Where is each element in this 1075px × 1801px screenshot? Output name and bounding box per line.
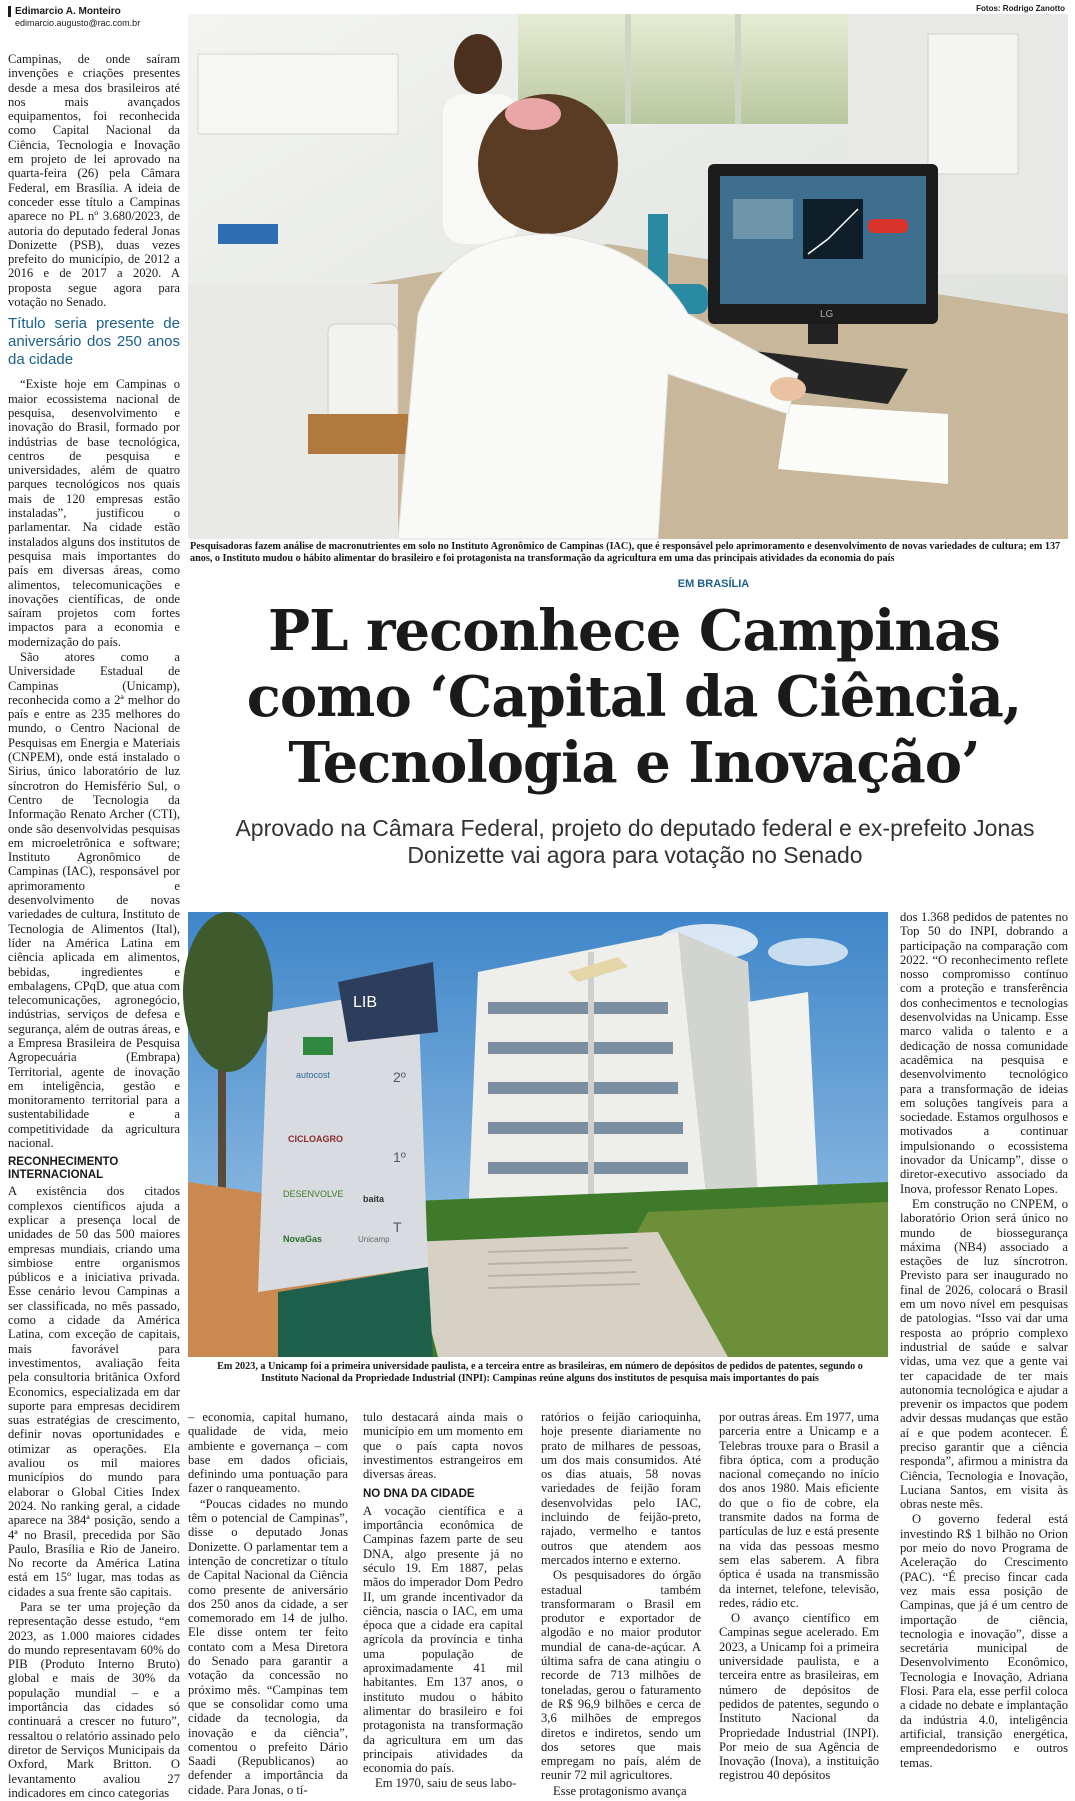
paragraph: A vocação científica e a importância econômica de Campinas fazem parte de seu DNA, algo presente já no século 19. Em 1887, pelas mãos do imperador Dom Pedro II, um grande incentivador da ciência, nascia o IAC, em uma época que a cidade era capital agrícola da província e tinha uma população de aproximadamente 41 mil habitantes. Em 137 anos, o instituto mudou o hábito alimentar do brasileiro e foi protagonista na transformação da agricultura em um das principais atividades da economia do país. [363,1503,523,1776]
paragraph: Campinas, de onde saíram invenções e criações presentes desde a mesa dos brasileiros até nos mais avançados equipamentos, foi reconhecida como Capital Nacional da Ciência, Tecnologia e Inovação em projeto de lei aprovado na quarta-feira (26) pela Câmara Federal, em Brasília. A ideia de conceder esse título a Campinas aparece no PL nº 3.680/2023, de autoria do deputado federal Jonas Donizette (PSB), duas vezes prefeito do município, de 2012 a 2016 e de 2017 a 2020. A proposta segue agora para votação no Senado. [8,52,180,310]
paragraph: “Poucas cidades no mundo têm o potencial de Campinas”, disse o deputado Jonas Donizette. O parlamentar tem a intenção de concretizar o título de Capital Nacional da Ciência como presente de aniversário dos 250 anos da cidade, a ser comemorado em 14 de julho. Ele disse ontem ter feito contato com a Mesa Diretora do Senado para garantir a votação da concessão no próximo mês. “Campinas tem que se consolidar como uma cidade da tecnologia, da inovação e da ciência”, comentou o prefeito Dário Saadi (Republicanos) ao defender a importância da cidade. Para Jonas, o tí- [188,1496,348,1797]
paragraph: Em construção no CNPEM, o laboratório Orion será único no mundo de biossegurança máxima (NB4) associado a estações de luz síncrotron. Previsto para ser inaugurado no final de 2026, colocará o Brasil em um novo nível em pesquisas de patologias. “Isso vai dar uma resposta ao próprio complexo industrial de saúde e salvar vidas, uma vez que a gente vai ter capacidade de ter mais autonomia tecnológica e ajudar a prevenir os impactos que podem advir dessas mudanças que estão aí e que podem acontecer. É preciso garantir que a ciência responda”, afirmou a ministra da Ciência, Tecnologia e Inovação, Luciana Santos, em visita às obras neste mês. [900,1196,1068,1512]
paragraph: dos 1.368 pedidos de patentes no Top 50 do INPI, dobrando a participação na comparação com 2022. “O reconhecimento reflete nosso compromisso contínuo com a proteção e transferência dos conhecimentos e tecnologias desenvolvidas na Unicamp. Esse marco valida o talento e a dedicação de nossa comunidade acadêmica na pesquisa e desenvolvimento tecnológico para a transformação de ideias em soluções tangíveis para a sociedade. Estamos orgulhosos e motivados a continuar impulsionando o ecossistema inovador da Unicamp”, disse o diretor-executivo associado da Inova, professor Renato Lopes. [900,910,1068,1196]
article-column-a [188,1410,348,1798]
sign-title: LIB [353,994,378,1011]
sign-logo: CICLOAGRO [288,1134,343,1144]
section-heading: RECONHECIMENTO INTERNACIONAL [8,1156,119,1182]
headline: PL reconhece Campinas como ‘Capital da Ciência, Tecnologia e Inovação’ [246,598,1022,796]
deck-subtitle: Aprovado na Câmara Federal, projeto do deputado federal e ex-prefeito Jonas Donizette vai agora para votação no Senado [235,815,1035,868]
paragraph: Os pesquisadores do órgão estadual também transformaram o Brasil em produtor e exportador de algodão e no maior produtor mundial de cana-de-açúcar. A última safra de cana atingiu o recorde de 713 milhões de toneladas, gerou o faturamento de R$ 96,9 bilhões e cerca de 3,6 milhões de empregos diretos e indiretos, sendo um dos setores que mais empregam no país, além de reunir 72 mil agricultores. [541,1568,701,1783]
photo-credit: Fotos: Rodrigo Zanotto [976,4,1065,13]
sign-logo: baita [363,1194,385,1204]
right-article-column [900,910,1068,1771]
sign-logo: Unicamp [358,1235,390,1244]
sign-logo: autocost [296,1070,331,1080]
article-column-c [541,1410,701,1799]
byline-author: Edimarcio A. Monteiro [8,6,121,17]
article-column-b [363,1410,523,1792]
article-column-d [719,1410,879,1784]
paragraph: ratórios o feijão carioquinha, hoje presente diariamente no prato de milhares de pessoas, um dos mais consumidos. Até os dias atuais, 58 novas variedades de feijão foram desenvolvidas pelo IAC, incluindo de feijão-preto, rajado, vermelho e tantos outros que atendem aos mercados interno e externo. [541,1410,701,1567]
paragraph: por outras áreas. Em 1977, uma parceria entre a Unicamp e a Telebras trouxe para o Brasil a fibra óptica, com a produção nacional começando no início dos anos 1980. Mais eficiente do que o fio de cobre, ela transmite dados na forma de partículas de luz e está presente na vida das pessoas mesmo sem elas saberem. A fibra óptica é usada na transmissão da internet, telefone, televisão, redes, rádio etc. [719,1410,879,1610]
paragraph: São atores como a Universidade Estadual de Campinas (Unicamp), reconhecida como a 2ª melhor do país e entre as 235 melhores do mundo, o Centro Nacional de Pesquisas em Energia e Materiais (CNPEM), onde está instalado o Sirius, único laboratório de luz síncrotron do Hemisfério Sul, o Centro de Tecnologia da Informação Renato Archer (CTI), onde são desenvolvidas pesquisas em microeletrônica e software; Instituto Agronômico de Campinas (IAC), responsável por aprimoramento e desenvolvimento de novas variedades de cultura, Instituto de Tecnologia de Alimentos (Ital), líder na América Latina em ciência aplicada em alimentos, bebidas, ingredientes e embalagens, CPqD, que atua com telecomunicações, agronegócio, indústrias, serviços de defesa e segurança, além de outras áreas, e a Empresa Brasileira de Pesquisa Agropecuária (Embrapa) Territorial, agente de inovação em inteligência, gestão e monitoramento territorial para a sustentabilidade e a competitividade da agricultura nacional. [8,649,180,1151]
paragraph: O governo federal está investindo R$ 1 bilhão no Orion por meio do novo Programa de Aceleração do Crescimento (PAC). “É preciso fincar cada vez mais essa posição de Campinas, que já é um centro de importação de ciência, tecnologia e inovação”, disse a secretária municipal de Desenvolvimento Econômico, Tecnologia e Inovação, Adriana Flosi. Para ela, esse perfil coloca a cidade no debate e implantação da indústria 4.0, inteligência artificial, transição energética, empreendedorismo e outros temas. [900,1512,1068,1770]
sign-logo: NovaGas [283,1234,323,1244]
lab-photo [188,14,1068,539]
paragraph: A existência dos citados complexos científicos ajuda a explicar a presença local de unidades de 50 das 500 maiores empresas mundiais, criando uma simbiose entre organismos públicos e a iniciativa privada. Esse cenário levou Campinas a ser classificada, no mês passado, como a cidade da América Latina, com exceção de capitais, mais favorável para investimentos, avaliação feita pela consultoria britânica Oxford Economics, especializada em dar suporte para empresas decidirem suas estratégias de crescimento, definir novas oportunidades e otimizar as operações. Ela avaliou os mil maiores municípios do mundo para elaborar o Global Cities Index 2024. No ranking geral, a cidade aparece na 384ª posição, sendo a 4ª no Brasil, precedida por São Paulo, Brasília e Rio de Janeiro. No recorte da América Latina está em 15º lugar, mas todas as cidades a sua frente são capitais. [8,1184,180,1599]
kicker [0,578,1075,590]
paragraph: Em 1970, saiu de seus labo- [375,1776,517,1791]
paragraph: O avanço científico em Campinas segue acelerado. Em 2023, a Unicamp foi a primeira universidade paulista, e a terceira entre as brasileiras, em número de depósitos de pedidos de patentes, segundo o Instituto Nacional da Propriedade Industrial (INPI). Por meio de sua Agência de Inovação (Inova), a instituição registrou 40 depósitos [719,1611,879,1783]
unicamp-building-photo [188,912,888,1357]
byline-email[interactable]: edimarcio.augusto@rac.com.br [15,18,141,28]
sign-floor-1: 1º [393,1149,406,1165]
left-article-column [8,52,180,1801]
sign-floor-t: T [393,1219,402,1235]
paragraph: tulo destacará ainda mais o município em um momento em que o país capta novos investimentos estrangeiros em diversas áreas. [363,1410,523,1482]
left-subhead: Título seria presente de aniversário dos 250 anos da cidade [8,315,180,369]
sign-floor-2: 2º [393,1069,406,1085]
paragraph: Para se ter uma projeção da representação desse estudo, “em 2023, as 1.000 maiores cidades do mundo representavam 60% do PIB (Produto Interno Bruto) global e mais de 30% da população mundial – e a importância das cidades só continuará a crescer no futuro”, ressaltou o relatório assinado pelo diretor de Serviços Municipais da Oxford, Mark Britton. O levantamento avaliou 27 indicadores em cinco categorias [8,1599,180,1800]
monitor-brand: LG [820,309,834,320]
paragraph: Esse protagonismo avança [553,1783,687,1798]
sign-logo: DESENVOLVE [283,1189,344,1199]
section-heading: NO DNA DA CIDADE [363,1488,475,1501]
paragraph: – economia, capital humano, qualidade de vida, meio ambiente e governança – com base em dados oficiais, definindo uma pontuação para fazer o ranqueamento. [188,1410,348,1496]
top-photo-caption: Pesquisadoras fazem análise de macronutrientes em solo no Instituto Agronômico de Campinas (IAC), que é responsável pelo aprimoramento e desenvolvimento de novas variedades de cultura; em 137 anos, o Instituto mudou o hábito alimentar do brasileiro e foi protagonista na transformação da agricultura em uma das principais atividades da economia do país [190,541,1061,564]
paragraph: “Existe hoje em Campinas o maior ecossistema nacional de pesquisa, desenvolvimento e inovação do Brasil, formado por indústrias de base tecnológica, centros de pesquisa e universidades, além de quatro parques tecnológicos nos quais mais de 120 empresas estão instaladas”, justificou o parlamentar. Na cidade estão instalados alguns dos institutos de pesquisa mais importantes do país em diversas áreas, como alimentos, telecomunicações e inovações científicas, de onde saíram projetos com fortes impactos para a economia e modernização do país. [8,377,180,649]
bottom-photo-caption: Em 2023, a Unicamp foi a primeira universidade paulista, e a terceira entre as brasileiras, em número de depósitos de pedidos de patentes, segundo o Instituto Nacional da Propriedade Industrial (INPI): Campinas reúne alguns dos institutos de pesquisa mais importantes do país [217,1361,863,1384]
kicker-label: EM BRASÍLIA [677,578,750,590]
